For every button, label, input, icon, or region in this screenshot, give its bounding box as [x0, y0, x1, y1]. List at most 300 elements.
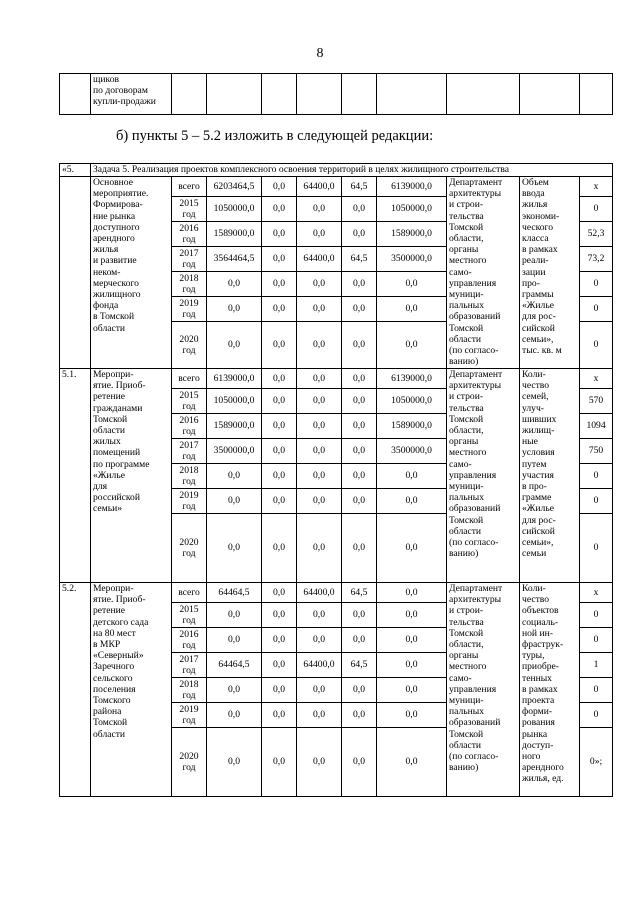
top-text-line: щиков [93, 74, 120, 85]
amount-ext-cell: 1589000,0 [377, 222, 447, 247]
indicator-line: арендного [522, 762, 564, 774]
item-name-line: неком- [93, 266, 121, 278]
executor-line: пальных [449, 492, 485, 504]
amount-reg-cell: 0,0 [297, 439, 342, 464]
indicator-line: класса [522, 233, 549, 245]
executor-line: (по согласо- [449, 537, 499, 549]
amount-reg-cell: 0,0 [297, 603, 342, 628]
amount-fed-cell: 0,0 [262, 628, 297, 653]
amount-fed-cell: 0,0 [262, 247, 297, 272]
indicator-value-cell: 750 [580, 439, 613, 464]
section-heading: б) пункты 5 – 5.2 изложить в следующей редакции: [116, 128, 434, 144]
indicator-value-cell: 0»; [580, 728, 613, 797]
amount-reg-cell: 0,0 [297, 222, 342, 247]
indicator-value-cell: 0 [580, 678, 613, 703]
amount-loc-cell: 0,0 [342, 389, 377, 414]
item-name-line: Томской [93, 717, 128, 729]
amount-loc-cell: 0,0 [342, 222, 377, 247]
executor-line: и строи- [449, 199, 484, 211]
indicator-value-cell: х [580, 583, 613, 603]
executor-line: ванию) [449, 548, 479, 560]
item-name-line: Меропри- [93, 583, 134, 594]
amount-total-cell: 3564464,5 [207, 247, 262, 272]
executor-line: архитектуры [449, 380, 502, 392]
amount-ext-cell: 1050000,0 [377, 389, 447, 414]
item-name-line: для [93, 481, 108, 493]
empty-cell [297, 74, 342, 115]
executor-line: Томской [449, 413, 484, 425]
executor-line: Департамент [449, 583, 503, 594]
amount-total-cell: 64464,5 [207, 653, 262, 678]
year-cell: 2015 год [172, 197, 207, 222]
amount-fed-cell: 0,0 [262, 514, 297, 583]
item-name-line: жилых [93, 436, 121, 448]
indicator-line: доступ- [522, 739, 554, 751]
item-name-line: Основное [93, 177, 133, 188]
executor-line: само- [449, 672, 472, 684]
amount-reg-cell: 64400,0 [297, 653, 342, 678]
item-name [91, 583, 172, 797]
amount-ext-cell: 6139000,0 [377, 369, 447, 389]
indicator-value-cell: 0 [580, 197, 613, 222]
executor-line: пальных [449, 706, 485, 718]
indicator-line: форми- [522, 706, 553, 718]
top-text-line: купли-продажи [93, 96, 156, 108]
item-name-line: Формирова- [93, 199, 143, 211]
item-name-line: доступного [93, 221, 140, 233]
amount-fed-cell: 0,0 [262, 369, 297, 389]
amount-ext-cell: 0,0 [377, 703, 447, 728]
executor-line: тельства [449, 210, 484, 222]
executor-line: ванию) [449, 356, 479, 368]
executor-line: Департамент [449, 177, 503, 188]
year-cell: всего [172, 177, 207, 197]
amount-reg-cell: 0,0 [297, 272, 342, 297]
executor-cell [447, 369, 520, 583]
amount-total-cell: 0,0 [207, 728, 262, 797]
executor-line: тельства [449, 616, 484, 628]
amount-loc-cell: 0,0 [342, 703, 377, 728]
indicator-line: ной ин- [522, 627, 553, 639]
item-name-line: и развитие [93, 255, 137, 267]
amount-loc-cell: 64,5 [342, 653, 377, 678]
amount-fed-cell: 0,0 [262, 728, 297, 797]
item-name-line: Томского [93, 695, 131, 707]
year-cell: всего [172, 583, 207, 603]
empty-cell [580, 74, 613, 115]
year-cell: 2017 год [172, 247, 207, 272]
executor-line: управления [449, 277, 497, 289]
indicator-line: для рос- [522, 311, 556, 323]
indicator-cell [520, 369, 580, 583]
executor-line: Томской [449, 322, 484, 334]
executor-line: органы [449, 244, 479, 256]
amount-reg-cell: 0,0 [297, 389, 342, 414]
indicator-line: для рос- [522, 514, 556, 526]
indicator-value-cell: х [580, 177, 613, 197]
indicator-value-cell: 0 [580, 703, 613, 728]
amount-fed-cell: 0,0 [262, 389, 297, 414]
amount-loc-cell: 0,0 [342, 322, 377, 369]
amount-reg-cell: 0,0 [297, 322, 342, 369]
program-table [59, 163, 613, 797]
amount-total-cell: 0,0 [207, 297, 262, 322]
item-name-line: мерческого [93, 277, 139, 289]
item-number [60, 177, 91, 369]
indicator-line: жилья [522, 199, 548, 211]
indicator-line: ввода [522, 188, 545, 200]
year-cell: 2018 год [172, 464, 207, 489]
amount-ext-cell: 0,0 [377, 322, 447, 369]
indicator-value-cell: 52,3 [580, 222, 613, 247]
amount-fed-cell: 0,0 [262, 653, 297, 678]
indicator-line: ные [522, 436, 538, 448]
item-number: 5.1. [60, 369, 91, 583]
table-row [60, 583, 613, 603]
executor-line: управления [449, 683, 497, 695]
executor-line: органы [449, 650, 479, 662]
amount-reg-cell: 0,0 [297, 703, 342, 728]
year-cell: 2020 год [172, 322, 207, 369]
indicator-line: «Жилье [522, 300, 554, 312]
indicator-line: туры, [522, 650, 545, 662]
executor-line: местного [449, 255, 487, 267]
executor-line: образований [449, 311, 501, 323]
amount-ext-cell: 1589000,0 [377, 414, 447, 439]
amount-loc-cell: 0,0 [342, 514, 377, 583]
indicator-value-cell: 1 [580, 653, 613, 678]
item-name-line: ятие. Приоб- [93, 380, 146, 392]
executor-cell [447, 177, 520, 369]
empty-cell [377, 74, 447, 115]
indicator-line: ческого [522, 221, 554, 233]
amount-reg-cell: 0,0 [297, 678, 342, 703]
amount-loc-cell: 0,0 [342, 603, 377, 628]
page-number: 8 [316, 46, 324, 61]
year-cell: 2019 год [172, 703, 207, 728]
executor-line: (по согласо- [449, 345, 499, 357]
amount-total-cell: 6203464,5 [207, 177, 262, 197]
item-name-line: жилья [93, 244, 119, 256]
top-text-line: по договорам [93, 85, 148, 97]
amount-loc-cell: 0,0 [342, 369, 377, 389]
year-cell: 2015 год [172, 389, 207, 414]
table-row [60, 369, 613, 389]
empty-cell [262, 74, 297, 115]
indicator-line: семей, [522, 391, 549, 403]
amount-loc-cell: 64,5 [342, 247, 377, 272]
indicator-value-cell: 0 [580, 464, 613, 489]
amount-reg-cell: 0,0 [297, 464, 342, 489]
executor-line: области [449, 739, 482, 751]
indicator-line: рынка [522, 728, 548, 740]
empty-cell [207, 74, 262, 115]
indicator-line: чество [522, 380, 550, 392]
item-name-line: арендного [93, 233, 135, 245]
executor-line: местного [449, 661, 487, 673]
amount-total-cell: 3500000,0 [207, 439, 262, 464]
year-cell: всего [172, 369, 207, 389]
indicator-line: реали- [522, 255, 549, 267]
item-name-line: области [93, 728, 126, 740]
amount-reg-cell: 64400,0 [297, 177, 342, 197]
amount-total-cell: 0,0 [207, 464, 262, 489]
amount-fed-cell: 0,0 [262, 439, 297, 464]
amount-total-cell: 64464,5 [207, 583, 262, 603]
amount-loc-cell: 0,0 [342, 439, 377, 464]
indicator-line: условия [522, 447, 555, 459]
executor-line: само- [449, 266, 472, 278]
amount-loc-cell: 0,0 [342, 272, 377, 297]
executor-line: пальных [449, 300, 485, 312]
executor-line: образований [449, 717, 501, 729]
indicator-line: улуч- [522, 402, 544, 414]
amount-ext-cell: 6139000,0 [377, 177, 447, 197]
item-name-line: в Томской [93, 311, 135, 323]
year-cell: 2017 год [172, 439, 207, 464]
executor-line: области [449, 333, 482, 345]
amount-ext-cell: 0,0 [377, 514, 447, 583]
indicator-cell [520, 177, 580, 369]
item-name-line: детского сада [93, 616, 149, 628]
item-name-line: Томской [93, 413, 128, 425]
amount-reg-cell: 0,0 [297, 628, 342, 653]
item-name-line: ятие. Приоб- [93, 594, 146, 606]
amount-loc-cell: 0,0 [342, 414, 377, 439]
item-name [91, 177, 172, 369]
indicator-line: путем [522, 458, 547, 470]
indicator-line: сийской [522, 322, 555, 334]
amount-loc-cell: 64,5 [342, 177, 377, 197]
amount-ext-cell: 3500000,0 [377, 439, 447, 464]
amount-ext-cell: 0,0 [377, 728, 447, 797]
indicator-value-cell: х [580, 369, 613, 389]
amount-fed-cell: 0,0 [262, 703, 297, 728]
indicator-value-cell: 570 [580, 389, 613, 414]
executor-line: области, [449, 425, 484, 437]
amount-fed-cell: 0,0 [262, 272, 297, 297]
amount-ext-cell: 3500000,0 [377, 247, 447, 272]
amount-fed-cell: 0,0 [262, 197, 297, 222]
table-row [60, 177, 613, 197]
executor-line: образований [449, 503, 501, 515]
executor-line: муници- [449, 289, 484, 301]
executor-line: и строи- [449, 605, 484, 617]
item-name-line: по программе [93, 458, 150, 470]
indicator-line: «Жилье [522, 503, 554, 515]
item-name-line: ретение [93, 391, 126, 403]
amount-reg-cell: 0,0 [297, 197, 342, 222]
item-name-line: ретение [93, 605, 126, 617]
executor-line: (по согласо- [449, 751, 499, 763]
amount-fed-cell: 0,0 [262, 678, 297, 703]
amount-fed-cell: 0,0 [262, 464, 297, 489]
indicator-line: шивших [522, 413, 557, 425]
indicator-line: жилья, ед. [522, 773, 564, 785]
item-name-line: сельского [93, 672, 133, 684]
empty-cell [520, 74, 580, 115]
indicator-line: семьи», [522, 333, 554, 345]
executor-line: и строи- [449, 391, 484, 403]
top-num-cell [60, 74, 91, 115]
amount-reg-cell: 0,0 [297, 514, 342, 583]
amount-fed-cell: 0,0 [262, 603, 297, 628]
item-name-line: Меропри- [93, 369, 134, 380]
amount-total-cell: 1050000,0 [207, 389, 262, 414]
indicator-value-cell: 0 [580, 322, 613, 369]
item-name-line: семьи» [93, 503, 123, 515]
item-name-line: Заречного [93, 661, 135, 673]
year-cell: 2017 год [172, 653, 207, 678]
amount-reg-cell: 0,0 [297, 489, 342, 514]
indicator-line: в рамках [522, 683, 558, 695]
top-table-fragment [59, 73, 613, 115]
amount-total-cell: 1589000,0 [207, 222, 262, 247]
top-text-cell [91, 74, 172, 115]
amount-ext-cell: 0,0 [377, 628, 447, 653]
amount-total-cell: 0,0 [207, 678, 262, 703]
amount-fed-cell: 0,0 [262, 489, 297, 514]
indicator-value-cell: 0 [580, 272, 613, 297]
year-cell: 2016 год [172, 414, 207, 439]
indicator-line: приобре- [522, 661, 559, 673]
indicator-line: объектов [522, 605, 559, 617]
executor-line: архитектуры [449, 188, 502, 200]
item-name-line: жилищного [93, 289, 141, 301]
amount-loc-cell: 0,0 [342, 678, 377, 703]
indicator-value-cell: 1094 [580, 414, 613, 439]
amount-ext-cell: 0,0 [377, 272, 447, 297]
indicator-line: грамме [522, 492, 552, 504]
item-name-line: мероприятие. [93, 188, 149, 200]
task-title: Задача 5. Реализация проектов комплексного освоения территорий в целях жилищного строительства [91, 164, 613, 177]
year-cell: 2020 год [172, 728, 207, 797]
indicator-line: чество [522, 594, 550, 606]
executor-line: области, [449, 639, 484, 651]
item-name-line: на 80 мест [93, 627, 136, 639]
item-name-line: в МКР [93, 639, 121, 651]
year-cell: 2016 год [172, 628, 207, 653]
empty-cell [342, 74, 377, 115]
indicator-value-cell: 73,2 [580, 247, 613, 272]
indicator-line: ного [522, 751, 541, 763]
indicator-value-cell: 0 [580, 603, 613, 628]
executor-line: Департамент [449, 369, 503, 380]
item-name-line: ние рынка [93, 210, 136, 222]
amount-ext-cell: 0,0 [377, 653, 447, 678]
indicator-line: семьи», [522, 537, 554, 549]
indicator-line: проекта [522, 695, 555, 707]
indicator-line: в рамках [522, 244, 558, 256]
item-name-line: поселения [93, 683, 136, 695]
amount-reg-cell: 0,0 [297, 728, 342, 797]
amount-loc-cell: 0,0 [342, 489, 377, 514]
item-name-line: области [93, 425, 126, 437]
amount-fed-cell: 0,0 [262, 414, 297, 439]
amount-loc-cell: 0,0 [342, 297, 377, 322]
executor-line: ванию) [449, 762, 479, 774]
empty-cell [172, 74, 207, 115]
indicator-line: Объем [522, 177, 549, 188]
indicator-line: экономи- [522, 210, 560, 222]
empty-cell [447, 74, 520, 115]
amount-ext-cell: 0,0 [377, 678, 447, 703]
amount-ext-cell: 0,0 [377, 297, 447, 322]
indicator-line: Коли- [522, 583, 546, 594]
item-name-line: фонда [93, 300, 119, 312]
executor-cell [447, 583, 520, 797]
year-cell: 2019 год [172, 489, 207, 514]
indicator-line: фраструк- [522, 639, 564, 651]
executor-line: Томской [449, 728, 484, 740]
amount-fed-cell: 0,0 [262, 322, 297, 369]
executor-line: органы [449, 436, 479, 448]
item-name-line: гражданами [93, 402, 143, 414]
executor-line: управления [449, 469, 497, 481]
amount-reg-cell: 0,0 [297, 297, 342, 322]
indicator-line: рования [522, 717, 555, 729]
indicator-value-cell: 0 [580, 489, 613, 514]
indicator-line: тыс. кв. м [522, 345, 562, 357]
amount-loc-cell: 0,0 [342, 197, 377, 222]
executor-line: архитектуры [449, 594, 502, 606]
executor-line: тельства [449, 402, 484, 414]
item-name-line: района [93, 706, 122, 718]
indicator-line: социаль- [522, 616, 559, 628]
executor-line: муници- [449, 481, 484, 493]
amount-total-cell: 1050000,0 [207, 197, 262, 222]
amount-reg-cell: 0,0 [297, 414, 342, 439]
year-cell: 2015 год [172, 603, 207, 628]
year-cell: 2020 год [172, 514, 207, 583]
year-cell: 2016 год [172, 222, 207, 247]
amount-total-cell: 0,0 [207, 628, 262, 653]
indicator-line: граммы [522, 289, 554, 301]
amount-total-cell: 0,0 [207, 514, 262, 583]
executor-line: муници- [449, 695, 484, 707]
amount-total-cell: 6139000,0 [207, 369, 262, 389]
executor-line: Томской [449, 627, 484, 639]
amount-total-cell: 0,0 [207, 489, 262, 514]
amount-fed-cell: 0,0 [262, 222, 297, 247]
indicator-value-cell: 0 [580, 297, 613, 322]
item-name-line: помещений [93, 447, 141, 459]
indicator-line: тенных [522, 672, 552, 684]
indicator-line: семьи [522, 548, 547, 560]
amount-loc-cell: 0,0 [342, 464, 377, 489]
amount-ext-cell: 0,0 [377, 583, 447, 603]
amount-reg-cell: 64400,0 [297, 247, 342, 272]
amount-ext-cell: 0,0 [377, 603, 447, 628]
year-cell: 2019 год [172, 297, 207, 322]
indicator-line: Коли- [522, 369, 546, 380]
item-number: 5.2. [60, 583, 91, 797]
executor-line: области [449, 525, 482, 537]
amount-loc-cell: 0,0 [342, 628, 377, 653]
amount-total-cell: 0,0 [207, 322, 262, 369]
amount-loc-cell: 64,5 [342, 583, 377, 603]
amount-total-cell: 0,0 [207, 272, 262, 297]
executor-line: местного [449, 447, 487, 459]
amount-total-cell: 0,0 [207, 703, 262, 728]
amount-loc-cell: 0,0 [342, 728, 377, 797]
indicator-cell [520, 583, 580, 797]
indicator-line: в про- [522, 481, 547, 493]
amount-reg-cell: 64400,0 [297, 583, 342, 603]
item-name-line: российской [93, 492, 140, 504]
indicator-line: сийской [522, 525, 555, 537]
item-name-line: области [93, 322, 126, 334]
